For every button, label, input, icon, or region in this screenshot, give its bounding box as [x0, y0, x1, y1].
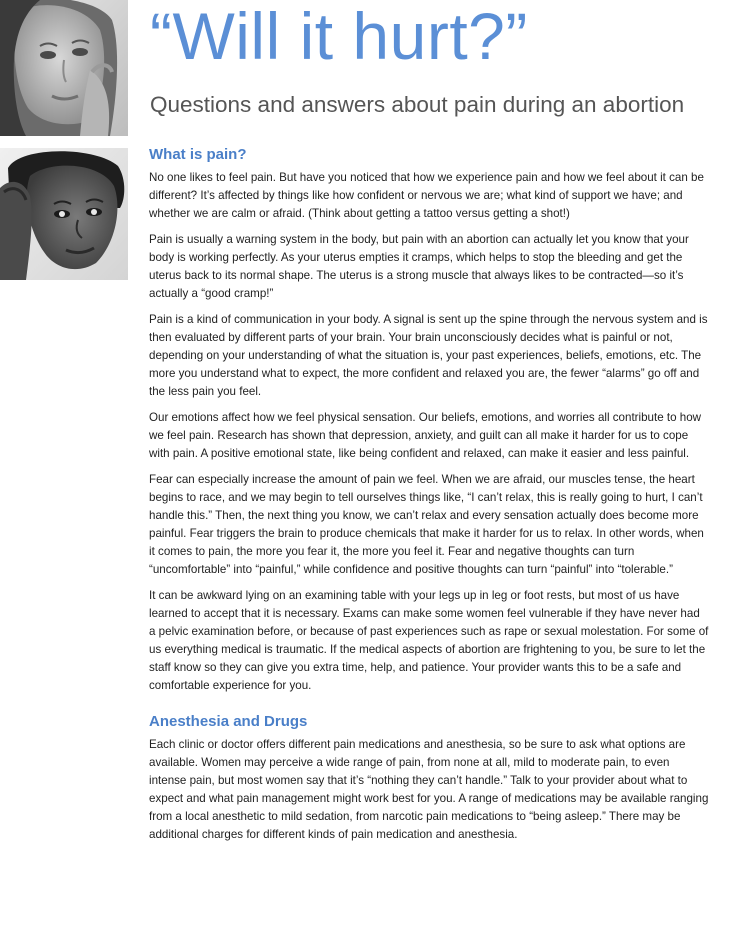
paragraph: No one likes to feel pain. But have you noticed that how we experience pain and how we feel about it can be different? It’s affected by things like how confident or nervous we are; what kind of support we have; and whether we are calm or afraid. (Think about getting a tattoo versus getting a shot!): [149, 171, 704, 220]
paragraph: Pain is usually a warning system in the body, but pain with an abortion can actually let you know that your body is working perfectly. As your uterus empties it cramps, which helps to stop the bleeding and get the uterus back to its normal shape. The uterus is a strong muscle that always likes to be contracted—so it’s actually a “good cramp!”: [149, 233, 689, 300]
paragraph: Each clinic or doctor offers different pain medications and anesthesia, so be sure to ask what options are available. Women may perceive a wide range of pain, from none at all, mild to moderate pain, to even intense pain, but most women say that it’s “nothing they can’t handle.” Talk to your provider about what to expect and what pain management might work best for you. A range of medications may be available ranging from a local anesthetic to mild sedation, from narcotic pain medications to “being asleep.” There may be additional charges for different kinds of pain medication and anesthesia.: [149, 738, 709, 841]
paragraph: Pain is a kind of communication in your body. A signal is sent up the spine through the nervous system and is then evaluated by different parts of your brain. Your brain unconsciously decides what is painful or not, depending on your understanding of what the situation is, your past experiences, beliefs, emotions, etc. The more you understand what to expect, the more confident and relaxed you are, the fewer “alarms” go off and the less pain you feel.: [149, 313, 708, 398]
article-body: [149, 146, 709, 852]
section-what-is-pain: [149, 146, 709, 695]
paragraph: Fear can especially increase the amount of pain we feel. When we are afraid, our muscles tense, the heart begins to race, and we may begin to tell ourselves things like, “I can’t relax, this is really going to hurt, I can’t handle this.” Then, the next thing you know, we can’t relax and every sensation actually does become more painful. Fear triggers the brain to produce chemicals that make it harder for us to relax. In other words, when it comes to pain, the more you fear it, the more you feel it. Fear and negative thoughts can turn “uncomfortable” into “painful,” while confidence and positive thoughts can turn “painful” into “tolerable.”: [149, 473, 704, 576]
section-anesthesia-and-drugs: [149, 713, 709, 844]
page-subtitle: Questions and answers about pain during an abortion: [150, 92, 685, 117]
page-title: “Will it hurt?”: [150, 0, 528, 73]
section-heading: Anesthesia and Drugs: [149, 713, 308, 730]
paragraph: Our emotions affect how we feel physical sensation. Our beliefs, emotions, and worries all contribute to how we feel pain. Research has shown that depression, anxiety, and guilt can all make it harder for us to cope with pain. A positive emotional state, like being confident and relaxed, can make it easier and less painful.: [149, 411, 702, 460]
photo-woman-resting: [0, 148, 128, 280]
paragraph: It can be awkward lying on an examining table with your legs up in leg or foot rests, but most of us have learned to accept that it is necessary. Exams can make some women feel vulnerable if they have never had a pelvic examination before, or because of past experiences such as rape or sexual molestation. For some of us everything medical is traumatic. If the medical aspects of abortion are frightening to you, be sure to let the staff know so they can give you extra time, help, and patience. Your provider wants this to be a safe and comfortable experience for you.: [149, 589, 709, 692]
photo-woman-thinking: [0, 0, 128, 136]
section-heading: What is pain?: [149, 146, 247, 163]
